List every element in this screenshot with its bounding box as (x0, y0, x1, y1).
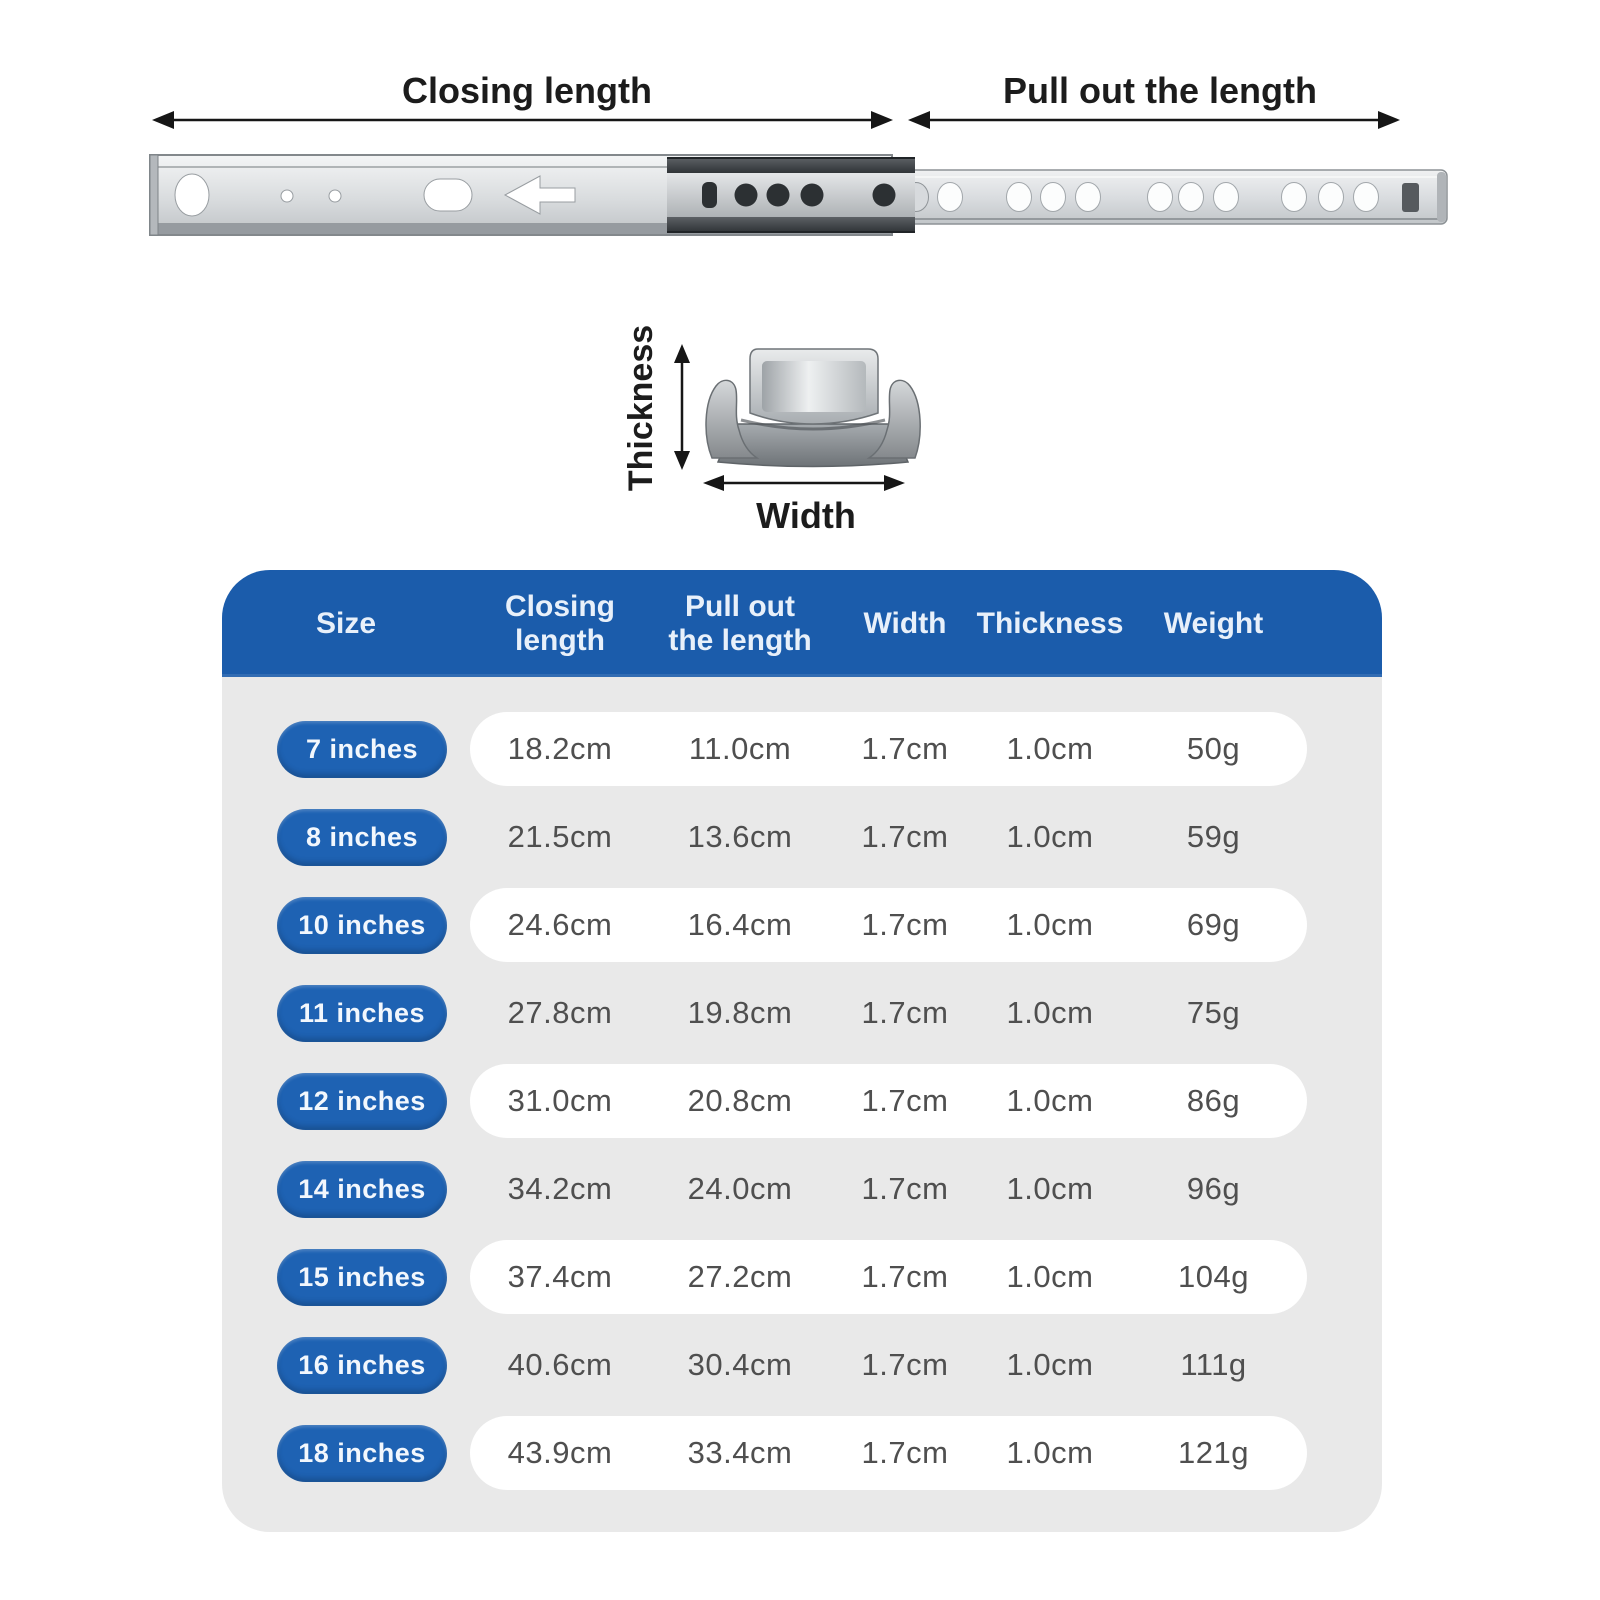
closing-length-value: 21.5cm (507, 819, 613, 854)
weight-value: 69g (1186, 907, 1241, 942)
pull-out-length-value: 13.6cm (687, 819, 793, 854)
thickness-value: 1.0cm (1006, 907, 1094, 942)
header-pull-out-length: Pull out the length (668, 589, 812, 657)
pull-out-length-value: 24.0cm (687, 1171, 793, 1206)
header-size: Size (315, 606, 377, 640)
closing-length-value: 40.6cm (507, 1347, 613, 1382)
drawer-slide-middle-member (667, 158, 915, 232)
closing-length-dimension (152, 111, 893, 129)
weight-value: 104g (1178, 1259, 1249, 1294)
table-row (222, 881, 1382, 969)
weight-value: 121g (1178, 1435, 1249, 1470)
closing-length-value: 31.0cm (507, 1083, 613, 1118)
pull-out-length-value: 33.4cm (687, 1435, 793, 1470)
size-badge: 14 inches (277, 1161, 447, 1218)
table-row (222, 1321, 1382, 1409)
thickness-value: 1.0cm (1006, 1259, 1094, 1294)
drawer-slide-diagram (0, 0, 1600, 545)
size-badge: 16 inches (277, 1337, 447, 1394)
closing-length-label: Closing length (402, 70, 652, 111)
width-value: 1.7cm (861, 1347, 949, 1382)
thickness-value: 1.0cm (1006, 819, 1094, 854)
width-value: 1.7cm (861, 995, 949, 1030)
width-value: 1.7cm (861, 1259, 949, 1294)
closing-length-value: 34.2cm (507, 1171, 613, 1206)
weight-value: 86g (1186, 1083, 1241, 1118)
width-dimension (703, 475, 905, 491)
pull-out-length-label: Pull out the length (1003, 70, 1317, 111)
thickness-value: 1.0cm (1006, 1083, 1094, 1118)
pull-out-length-value: 16.4cm (687, 907, 793, 942)
thickness-label: Thickness (622, 324, 660, 492)
spec-table-header (222, 570, 1382, 677)
size-badge: 7 inches (277, 721, 447, 778)
weight-value: 50g (1186, 731, 1241, 766)
width-value: 1.7cm (861, 1083, 949, 1118)
closing-length-value: 24.6cm (507, 907, 613, 942)
header-thickness: Thickness (976, 606, 1124, 640)
pull-out-length-value: 27.2cm (687, 1259, 793, 1294)
width-value: 1.7cm (861, 819, 949, 854)
table-row (222, 969, 1382, 1057)
thickness-value: 1.0cm (1006, 731, 1094, 766)
header-width: Width (863, 606, 947, 640)
size-badge: 18 inches (277, 1425, 447, 1482)
closing-length-value: 43.9cm (507, 1435, 613, 1470)
thickness-dimension (674, 344, 690, 470)
size-badge: 11 inches (277, 985, 447, 1042)
table-row (222, 705, 1382, 793)
pull-out-length-dimension (908, 111, 1400, 129)
header-closing-length: Closing length (505, 589, 615, 657)
weight-value: 75g (1186, 995, 1241, 1030)
table-row (222, 1057, 1382, 1145)
thickness-value: 1.0cm (1006, 1171, 1094, 1206)
weight-value: 59g (1186, 819, 1241, 854)
size-badge: 15 inches (277, 1249, 447, 1306)
pull-out-length-value: 19.8cm (687, 995, 793, 1030)
product-diagram (0, 0, 1600, 545)
pull-out-length-value: 20.8cm (687, 1083, 793, 1118)
pull-out-length-value: 30.4cm (687, 1347, 793, 1382)
thickness-value: 1.0cm (1006, 995, 1094, 1030)
table-row (222, 793, 1382, 881)
cross-section-illustration (706, 349, 920, 467)
spec-table-body (222, 677, 1382, 1497)
size-badge: 10 inches (277, 897, 447, 954)
width-label: Width (756, 495, 856, 536)
spec-table (222, 570, 1382, 1532)
drawer-slide-extended-rail (870, 170, 1447, 224)
width-value: 1.7cm (861, 1171, 949, 1206)
closing-length-value: 27.8cm (507, 995, 613, 1030)
header-weight: Weight (1163, 606, 1264, 640)
width-value: 1.7cm (861, 731, 949, 766)
size-badge: 12 inches (277, 1073, 447, 1130)
thickness-value: 1.0cm (1006, 1435, 1094, 1470)
width-value: 1.7cm (861, 1435, 949, 1470)
table-row (222, 1145, 1382, 1233)
closing-length-value: 18.2cm (507, 731, 613, 766)
weight-value: 96g (1186, 1171, 1241, 1206)
thickness-value: 1.0cm (1006, 1347, 1094, 1382)
table-row (222, 1409, 1382, 1497)
size-badge: 8 inches (277, 809, 447, 866)
pull-out-length-value: 11.0cm (688, 731, 792, 766)
weight-value: 111g (1180, 1347, 1247, 1382)
closing-length-value: 37.4cm (507, 1259, 613, 1294)
width-value: 1.7cm (861, 907, 949, 942)
table-row (222, 1233, 1382, 1321)
